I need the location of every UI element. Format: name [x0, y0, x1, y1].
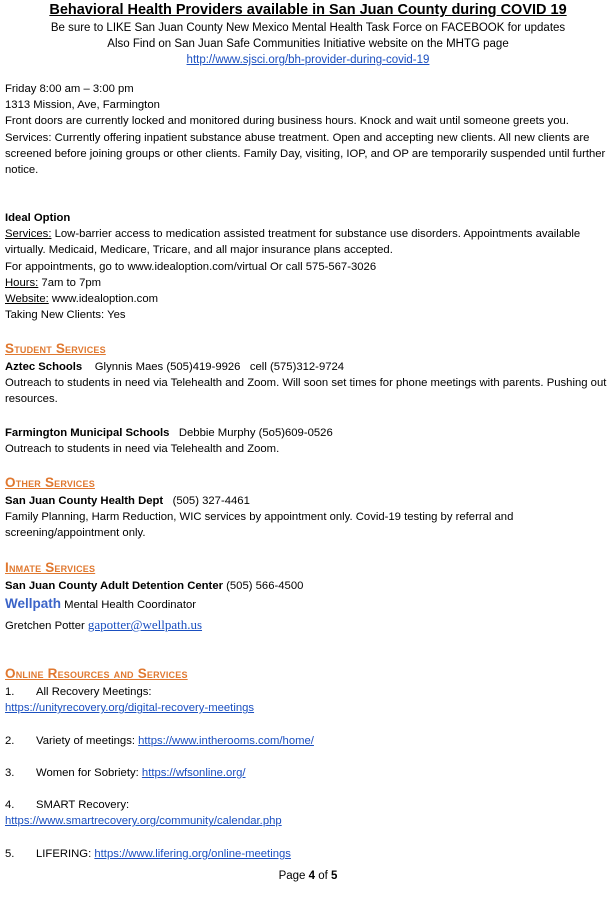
facebook-note: Be sure to LIKE San Juan County New Mexico Mental Health Task Force on FACEBOOK for updates [50, 22, 566, 34]
ideal-website-label: Website: [5, 293, 49, 306]
student-services-heading: Student Services [5, 341, 106, 356]
ideal-hours-label: Hours: [5, 276, 39, 289]
footer-mid: of [315, 870, 332, 882]
aztec-schools-desc: Outreach to students in need via Telehealth and Zoom. Will soon set times for phone meetings with parents. Pushing out resources. [5, 377, 607, 406]
sjsci-link[interactable]: http://www.sjsci.org/bh-provider-during-covid-19 [186, 54, 430, 66]
aztec-schools-name: Aztec Schools [5, 361, 83, 373]
online-item-number: 1. [5, 686, 15, 698]
ideal-option-section [5, 210, 609, 323]
online-item-label: Women for Sobriety: [36, 767, 142, 779]
intherooms-link[interactable]: https://www.intherooms.com/home/ [138, 735, 314, 747]
online-item-number: 5. [5, 848, 15, 860]
health-dept-phone: (505) 327-4461 [163, 495, 250, 507]
online-item-number: 4. [5, 799, 15, 811]
farmington-schools-contact: Debbie Murphy (5o5)609-0526 [169, 427, 333, 439]
aztec-schools-contact: Glynnis Maes (505)419-9926 cell (575)312-9724 [82, 361, 345, 373]
provider-services: Services: Currently offering inpatient substance abuse treatment. Open and accepting new clients. All new clients are screened before joining groups or other clients. Family Day, visiting, IOP, and OP are temporarily suspended until further notice. [5, 131, 606, 177]
online-item-3 [5, 765, 609, 781]
detention-center-phone: (505) 566-4500 [223, 580, 304, 592]
online-item-number: 2. [5, 735, 15, 747]
footer-prefix: Page [278, 870, 309, 882]
page-title: Behavioral Health Providers available in San Juan County during COVID 19 [49, 2, 567, 18]
footer-page-number: 4 [308, 870, 316, 882]
health-dept-name: San Juan County Health Dept [5, 495, 164, 507]
online-item-4 [5, 797, 609, 829]
wellpath-role: Mental Health Coordinator [61, 599, 197, 612]
inmate-services-section [5, 578, 609, 636]
ideal-option-name: Ideal Option [5, 212, 71, 224]
health-dept-desc: Family Planning, Harm Reduction, WIC services by appointment only. Covid-19 testing by referral and screening/appointment only. [5, 511, 514, 540]
other-services-heading: Other Services [5, 475, 95, 490]
inmate-services-heading: Inmate Services [5, 560, 96, 575]
provider-hours: Friday 8:00 am – 3:00 pm [5, 83, 134, 95]
footer-page-total: 5 [331, 870, 338, 882]
online-item-label: LIFERING: [36, 848, 95, 860]
wfsonline-link[interactable]: https://wfsonline.org/ [141, 767, 246, 779]
provider-doors-note: Front doors are currently locked and monitored during business hours. Knock and wait until someone greets you. [5, 115, 569, 128]
online-item-2 [5, 733, 609, 749]
farmington-schools-desc: Outreach to students in need via Telehealth and Zoom. [5, 443, 280, 456]
student-services-section [5, 359, 609, 408]
website-note: Also Find on San Juan Safe Communities Initiative website on the MHTG page [107, 38, 509, 50]
gretchen-potter: Gretchen Potter [5, 620, 88, 633]
online-item-label: SMART Recovery: [36, 799, 130, 811]
online-item-label: All Recovery Meetings: [36, 686, 152, 698]
ideal-appointments: For appointments, go to www.idealoption.com/virtual Or call 575-567-3026 [5, 260, 377, 273]
ideal-hours: 7am to 7pm [38, 276, 102, 289]
other-services-section [5, 493, 609, 542]
unity-recovery-link[interactable]: https://unityrecovery.org/digital-recovery-meetings [5, 702, 255, 715]
page-footer [0, 870, 616, 882]
wellpath-email-link[interactable]: gapotter@wellpath.us [87, 617, 203, 633]
ideal-services: Low-barrier access to medication assisted treatment for substance use disorders. Appointments available virtually. Medicaid, Medicare, Tricare, and all major insurance plans accepted. [5, 228, 581, 257]
online-item-number: 3. [5, 767, 15, 779]
online-resources-heading: Online Resources and Services [5, 666, 188, 681]
online-item-5 [5, 846, 609, 862]
provider-continued [5, 81, 609, 178]
ideal-new-clients: Taking New Clients: Yes [5, 309, 126, 322]
smart-recovery-link[interactable]: https://www.smartrecovery.org/community/calendar.php [5, 815, 282, 828]
wellpath-logo: Wellpath [5, 596, 62, 612]
farmington-schools-section [5, 425, 609, 457]
ideal-services-label: Services: [5, 228, 52, 241]
farmington-schools-name: Farmington Municipal Schools [5, 427, 170, 439]
ideal-website: www.idealoption.com [48, 293, 159, 306]
lifering-link[interactable]: https://www.lifering.org/online-meetings [94, 848, 291, 860]
online-item-1 [5, 684, 609, 716]
detention-center-name: San Juan County Adult Detention Center [5, 580, 223, 592]
online-item-label: Variety of meetings: [36, 735, 139, 747]
provider-address: 1313 Mission, Ave, Farmington [5, 99, 160, 112]
